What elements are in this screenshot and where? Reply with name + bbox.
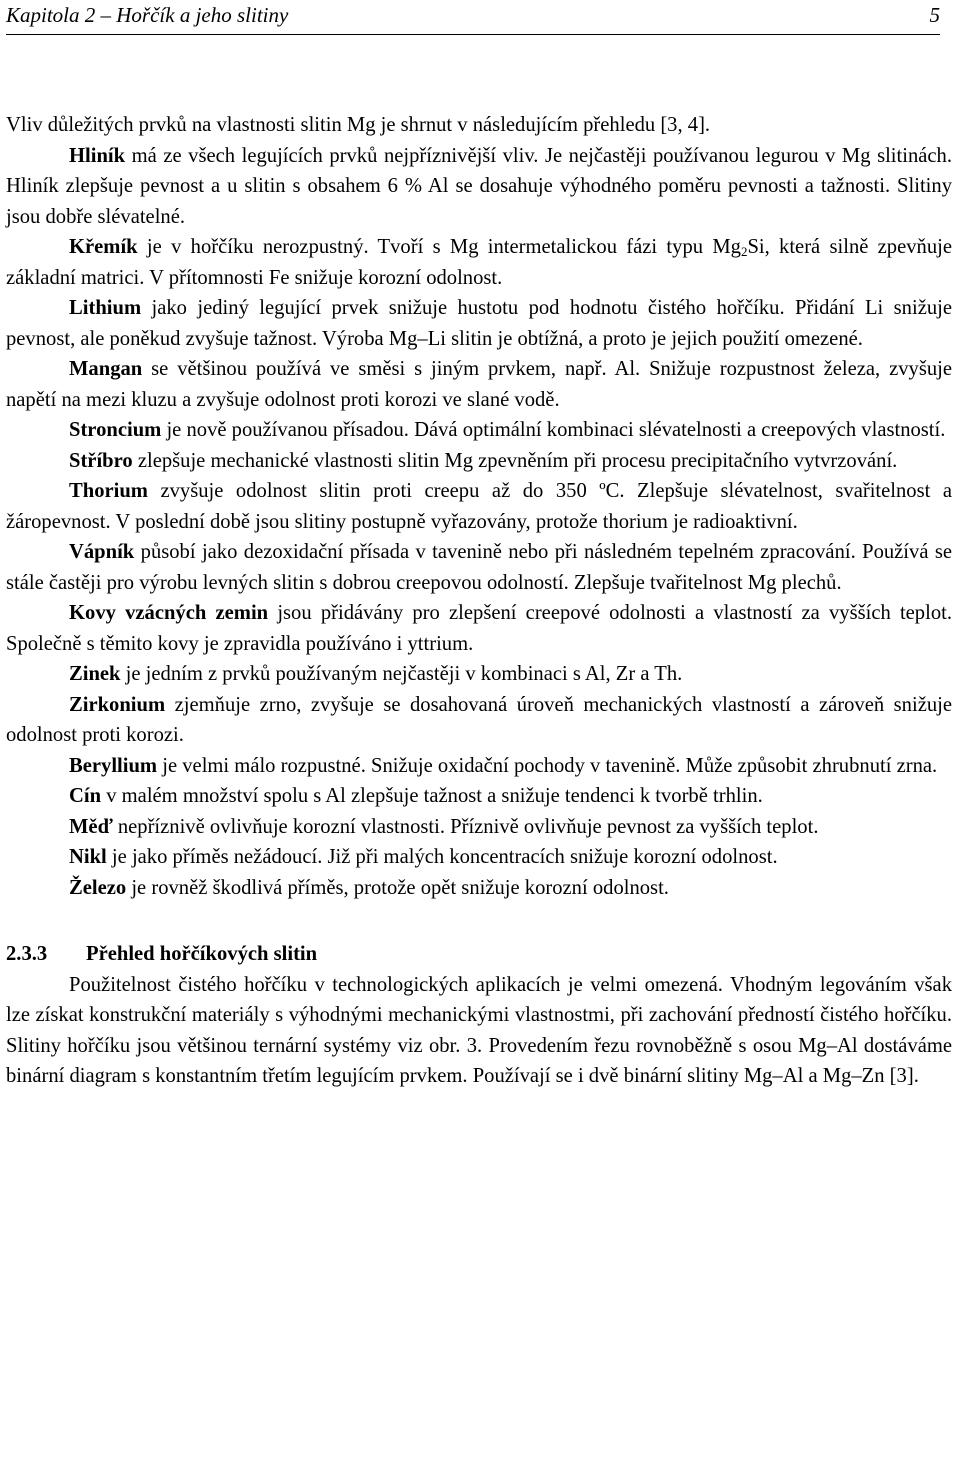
element-text: zjemňuje zrno, zvyšuje se dosahovaná úroveň mechanických vlastností a zároveň snižuje odolnost proti korozi. <box>6 693 952 746</box>
element-name: Cín <box>69 785 102 807</box>
subscript: 2 <box>740 244 748 259</box>
element-text: jako jediný legující prvek snižuje hustotu pod hodnotu čistého hořčíku. Přidání Li snižuje pevnost, ale poněkud zvyšuje tažnost. Výroba Mg–Li slitin je obtížná, a proto je jejich použití omezené. <box>6 297 952 350</box>
element-name: Lithium <box>69 297 142 319</box>
element-name: Zinek <box>69 663 121 685</box>
element-paragraph-strontium <box>6 415 952 446</box>
page-header <box>6 0 940 35</box>
element-paragraph-beryllium <box>6 751 952 782</box>
element-name: Beryllium <box>69 754 158 777</box>
element-text: je velmi málo rozpustné. Snižuje oxidační pochody v tavenině. Může způsobit zhrubnutí zrna. <box>157 754 938 777</box>
element-text: je jako příměs nežádoucí. Již při malých koncentracích snižuje korozní odolnost. <box>106 846 778 868</box>
element-text: se většinou používá ve směsi s jiným prvkem, např. Al. Snižuje rozpustnost železa, zvyšuje napětí na mezi kluzu a zvyšuje odolnost proti korozi ve slané vodě. <box>6 358 952 411</box>
element-text: působí jako dezoxidační přísada v tavenině nebo při následném tepelném zpracování. Používá se stále častěji pro výrobu levných slitin s dobrou creepovou odolností. Zlepšuje tvařitelnost Mg plechů. <box>6 541 952 594</box>
element-text: je v hořčíku nerozpustný. Tvoří s Mg intermetalickou fázi typu Mg <box>137 236 741 258</box>
element-paragraph-silicon <box>6 232 952 293</box>
element-text: je jedním z prvků používaným nejčastěji v kombinaci s Al, Zr a Th. <box>120 663 683 685</box>
section-title: Přehled hořčíkových slitin <box>86 943 318 965</box>
section-number: 2.3.3 <box>6 943 48 965</box>
element-text: má ze všech legujících prvků nejpříznivější vliv. Je nejčastěji používanou legurou v Mg slitinách. Hliník zlepšuje pevnost a u slitin s obsahem 6 % Al se dosahuje výhodného poměru pevnosti a tažnosti. Slitiny jsou dobře slévatelné. <box>6 144 952 228</box>
element-paragraph-lithium <box>6 293 952 354</box>
section-heading <box>6 939 952 970</box>
element-text: jsou přidávány pro zlepšení creepové odolnosti a vlastností za vyšších teplot. Společně s těmito kovy je zpravidla používáno i yttrium. <box>6 602 952 655</box>
chapter-title: Kapitola 2 – Hořčík a jeho slitiny <box>6 3 289 27</box>
element-paragraph-aluminium <box>6 141 952 233</box>
element-paragraph-zirconium <box>6 690 952 751</box>
element-name: Stroncium <box>69 419 162 441</box>
element-name: Hliník <box>69 144 126 167</box>
element-name: Mangan <box>69 358 143 380</box>
element-name: Křemík <box>69 236 138 258</box>
element-text: zvyšuje odolnost slitin proti creepu až do 350 ºC. Zlepšuje slévatelnost, svařitelnost a žáropevnost. V poslední době jsou slitiny postupně vyřazovány, protože thorium je radioaktivní. <box>6 480 952 533</box>
element-name: Stříbro <box>69 449 133 472</box>
element-paragraph-iron <box>6 873 952 904</box>
element-paragraph-nickel <box>6 842 952 873</box>
intro-paragraph: Vliv důležitých prvků na vlastnosti slitin Mg je shrnut v následujícím přehledu [3, 4]. <box>6 114 711 136</box>
element-name: Kovy vzácných zemin <box>69 602 269 624</box>
element-paragraph-manganese <box>6 354 952 415</box>
element-name: Zirkonium <box>69 693 166 716</box>
element-name: Měď <box>69 815 113 838</box>
element-name: Thorium <box>69 480 148 502</box>
element-text: je rovněž škodlivá příměs, protože opět snižuje korozní odolnost. <box>126 876 669 899</box>
element-name: Železo <box>69 876 127 899</box>
element-text: v malém množství spolu s Al zlepšuje tažnost a snižuje tendenci k tvorbě trhlin. <box>101 785 763 807</box>
element-text: je nově používanou přísadou. Dává optimální kombinaci slévatelnosti a creepových vlastností. <box>161 419 946 441</box>
element-paragraph-rare-earths <box>6 598 952 659</box>
element-text: nepříznivě ovlivňuje korozní vlastnosti. Příznivě ovlivňuje pevnost za vyšších teplot. <box>112 815 819 838</box>
element-paragraph-silver <box>6 446 952 477</box>
element-paragraph-calcium <box>6 537 952 598</box>
page-number: 5 <box>929 3 940 27</box>
element-text: zlepšuje mechanické vlastnosti slitin Mg zpevněním při procesu precipitačního vytvrzování. <box>132 449 898 472</box>
element-paragraph-copper <box>6 812 952 843</box>
element-name: Nikl <box>69 846 107 868</box>
element-name: Vápník <box>69 541 135 563</box>
element-paragraph-zinc <box>6 659 952 690</box>
element-paragraph-tin <box>6 781 952 812</box>
section-body-paragraph: Použitelnost čistého hořčíku v technologických aplikacích je velmi omezená. Vhodným legováním však lze získat konstrukční materiály s výhodnými mechanickými vlastnostmi, při zachování předností čistého hořčíku. Slitiny hořčíku jsou většinou ternární systémy viz obr. 3. Provedením řezu rovnoběžně s osou Mg–Al dostáváme binární diagram s konstantním třetím legujícím prvkem. Používají se i dvě binární slitiny Mg–Al a Mg–Zn [3]. <box>6 973 952 1087</box>
element-text-after: Si, která silně zpevňuje základní matrici. V přítomnosti Fe snižuje korozní odolnost. <box>6 236 952 289</box>
element-paragraph-thorium <box>6 476 952 537</box>
document-body <box>6 110 952 1092</box>
